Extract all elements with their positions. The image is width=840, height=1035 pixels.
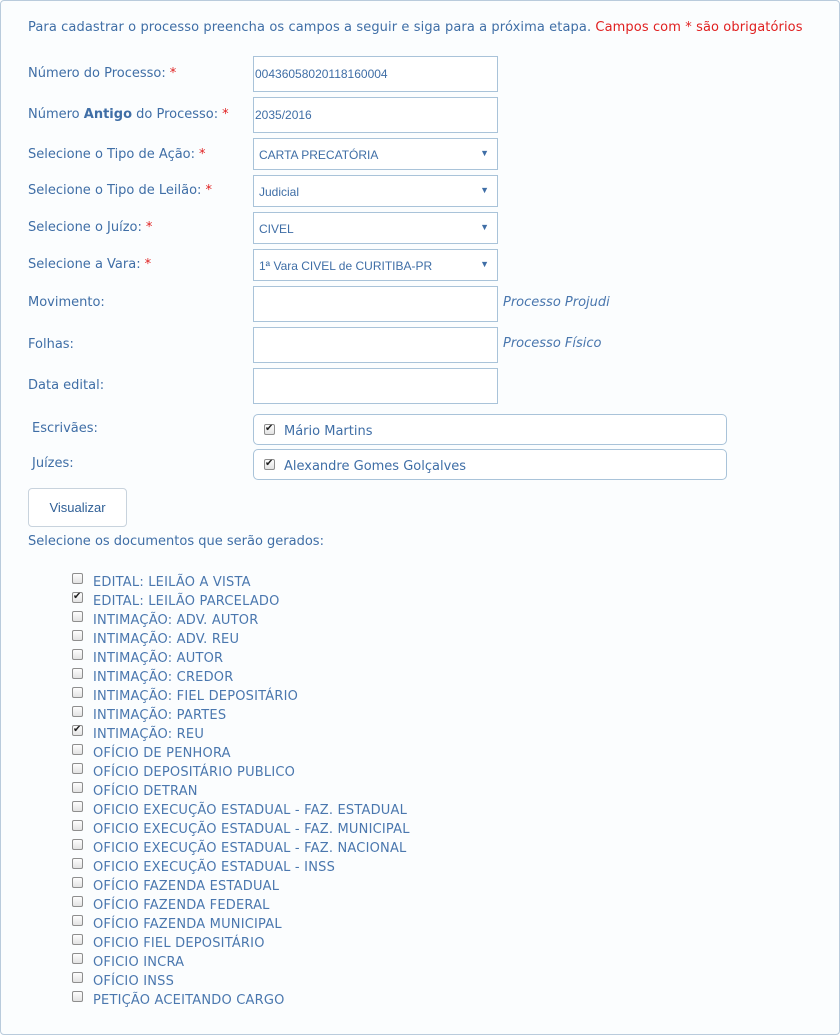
tipo-acao-label-text: Selecione o Tipo de Ação: bbox=[28, 147, 196, 162]
document-checkbox[interactable] bbox=[72, 592, 83, 603]
document-item[interactable] bbox=[72, 687, 410, 706]
document-label: OFÍCIO DEPOSITÁRIO PUBLICO bbox=[93, 765, 296, 780]
document-label: OFICIO EXECUÇÃO ESTADUAL - INSS bbox=[93, 860, 336, 875]
document-label: INTIMAÇÃO: FIEL DEPOSITÁRIO bbox=[93, 689, 299, 704]
chevron-down-icon: ▼ bbox=[480, 185, 489, 195]
visualizar-button[interactable]: Visualizar bbox=[28, 488, 127, 527]
required-star: * bbox=[145, 220, 153, 235]
tipo-leilao-label bbox=[28, 183, 212, 198]
document-checkbox[interactable] bbox=[72, 953, 83, 964]
document-checkbox[interactable] bbox=[72, 573, 83, 584]
chevron-down-icon: ▼ bbox=[480, 222, 489, 232]
document-label: OFÍCIO FAZENDA MUNICIPAL bbox=[93, 917, 282, 932]
tipo-leilao-selected: Judicial bbox=[259, 185, 300, 199]
document-item[interactable] bbox=[72, 915, 410, 934]
document-item[interactable] bbox=[72, 782, 410, 801]
documents-title: Selecione os documentos que serão gerados: bbox=[28, 534, 324, 549]
tipo-acao-label bbox=[28, 147, 206, 162]
numero-processo-label-text: Número do Processo: bbox=[28, 66, 166, 81]
escrivao-checkbox[interactable] bbox=[264, 424, 275, 435]
document-checkbox[interactable] bbox=[72, 763, 83, 774]
juizes-box bbox=[253, 449, 727, 480]
document-item[interactable] bbox=[72, 877, 410, 896]
document-label: OFICIO INCRA bbox=[93, 955, 185, 970]
juizes-label: Juízes: bbox=[32, 456, 74, 471]
movimento-input[interactable] bbox=[253, 286, 498, 322]
document-label: INTIMAÇÃO: ADV. AUTOR bbox=[93, 613, 259, 628]
document-label: INTIMAÇÃO: CREDOR bbox=[93, 670, 234, 685]
document-item[interactable] bbox=[72, 953, 410, 972]
document-label: OFÍCIO DETRAN bbox=[93, 784, 198, 799]
juizo-selected: CIVEL bbox=[259, 222, 294, 236]
numero-processo-value: 00436058020118160004 bbox=[255, 67, 388, 81]
intro-text bbox=[28, 20, 803, 35]
vara-label-text: Selecione a Vara: bbox=[28, 257, 141, 272]
required-note: Campos com * são obrigatórios bbox=[595, 20, 803, 35]
folhas-hint: Processo Físico bbox=[503, 336, 602, 351]
document-checkbox[interactable] bbox=[72, 687, 83, 698]
chevron-down-icon: ▼ bbox=[480, 259, 489, 269]
document-checkbox[interactable] bbox=[72, 858, 83, 869]
document-label: INTIMAÇÃO: PARTES bbox=[93, 708, 227, 723]
document-label: EDITAL: LEILÃO PARCELADO bbox=[93, 594, 280, 609]
juizo-label-text: Selecione o Juízo: bbox=[28, 220, 142, 235]
numero-processo-input[interactable] bbox=[253, 56, 498, 92]
tipo-leilao-label-text: Selecione o Tipo de Leilão: bbox=[28, 183, 202, 198]
vara-select[interactable] bbox=[253, 249, 498, 281]
required-star: * bbox=[144, 257, 152, 272]
vara-label bbox=[28, 257, 151, 272]
data-edital-input[interactable] bbox=[253, 368, 498, 404]
escrivaes-box bbox=[253, 414, 727, 445]
document-checkbox[interactable] bbox=[72, 877, 83, 888]
required-star: * bbox=[222, 107, 229, 122]
document-item[interactable] bbox=[72, 668, 410, 687]
document-item[interactable] bbox=[72, 611, 410, 630]
folhas-input[interactable] bbox=[253, 327, 498, 363]
escrivaes-label: Escrivães: bbox=[32, 421, 98, 436]
document-item[interactable] bbox=[72, 858, 410, 877]
juiz-name: Alexandre Gomes Golçalves bbox=[284, 459, 467, 474]
document-item[interactable] bbox=[72, 839, 410, 858]
numero-antigo-value: 2035/2016 bbox=[255, 108, 312, 122]
document-label: OFÍCIO FAZENDA ESTADUAL bbox=[93, 879, 280, 894]
juiz-checkbox[interactable] bbox=[264, 459, 275, 470]
numero-antigo-input[interactable] bbox=[253, 97, 498, 133]
vara-selected: 1ª Vara CIVEL de CURITIBA-PR bbox=[259, 259, 433, 273]
document-checkbox[interactable] bbox=[72, 801, 83, 812]
numero-antigo-label-after: do Processo: bbox=[136, 107, 219, 122]
document-checkbox[interactable] bbox=[72, 744, 83, 755]
folhas-label: Folhas: bbox=[28, 337, 74, 352]
document-item[interactable] bbox=[72, 592, 410, 611]
document-item[interactable] bbox=[72, 706, 410, 725]
document-checkbox[interactable] bbox=[72, 972, 83, 983]
document-checkbox[interactable] bbox=[72, 934, 83, 945]
document-item[interactable] bbox=[72, 991, 410, 1010]
numero-antigo-label bbox=[28, 107, 229, 122]
document-checkbox[interactable] bbox=[72, 915, 83, 926]
document-label: EDITAL: LEILÃO A VISTA bbox=[93, 575, 251, 590]
chevron-down-icon: ▼ bbox=[480, 148, 489, 158]
document-item[interactable] bbox=[72, 573, 410, 592]
document-checkbox[interactable] bbox=[72, 991, 83, 1002]
document-item[interactable] bbox=[72, 820, 410, 839]
document-checkbox[interactable] bbox=[72, 611, 83, 622]
document-checkbox[interactable] bbox=[72, 706, 83, 717]
document-checkbox[interactable] bbox=[72, 649, 83, 660]
document-item[interactable] bbox=[72, 801, 410, 820]
document-label: OFÍCIO FAZENDA FEDERAL bbox=[93, 898, 270, 913]
required-star: * bbox=[169, 66, 177, 81]
document-checkbox[interactable] bbox=[72, 725, 83, 736]
document-label: OFICIO EXECUÇÃO ESTADUAL - FAZ. MUNICIPAL bbox=[93, 822, 410, 837]
document-label: INTIMAÇÃO: ADV. REU bbox=[93, 632, 240, 647]
document-checkbox[interactable] bbox=[72, 668, 83, 679]
numero-antigo-label-bold: Antigo bbox=[83, 107, 133, 122]
intro-instructions: Para cadastrar o processo preencha os campos a seguir e siga para a próxima etapa. bbox=[28, 20, 592, 35]
document-label: OFÍCIO DE PENHORA bbox=[93, 746, 231, 761]
numero-processo-label bbox=[28, 66, 176, 81]
juizo-label bbox=[28, 220, 152, 235]
document-item[interactable] bbox=[72, 972, 410, 991]
document-item[interactable] bbox=[72, 649, 410, 668]
document-label: OFÍCIO INSS bbox=[93, 974, 175, 989]
document-checkbox[interactable] bbox=[72, 896, 83, 907]
escrivao-name: Mário Martins bbox=[284, 424, 373, 439]
tipo-acao-selected: CARTA PRECATÓRIA bbox=[259, 148, 379, 162]
document-item[interactable] bbox=[72, 896, 410, 915]
document-item[interactable] bbox=[72, 763, 410, 782]
document-item[interactable] bbox=[72, 934, 410, 953]
document-label: PETIÇÃO ACEITANDO CARGO bbox=[93, 993, 285, 1008]
documents-list bbox=[72, 573, 410, 1010]
tipo-acao-select[interactable] bbox=[253, 138, 498, 170]
document-label: OFICIO EXECUÇÃO ESTADUAL - FAZ. NACIONAL bbox=[93, 841, 407, 856]
document-checkbox[interactable] bbox=[72, 820, 83, 831]
required-star: * bbox=[199, 147, 206, 162]
document-label: OFICIO EXECUÇÃO ESTADUAL - FAZ. ESTADUAL bbox=[93, 803, 408, 818]
required-star: * bbox=[205, 183, 212, 198]
document-checkbox[interactable] bbox=[72, 630, 83, 641]
document-item[interactable] bbox=[72, 725, 410, 744]
data-edital-label: Data edital: bbox=[28, 378, 105, 393]
document-item[interactable] bbox=[72, 744, 410, 763]
document-label: INTIMAÇÃO: AUTOR bbox=[93, 651, 224, 666]
document-label: OFICIO FIEL DEPOSITÁRIO bbox=[93, 936, 265, 951]
movimento-label: Movimento: bbox=[28, 295, 105, 310]
movimento-hint: Processo Projudi bbox=[503, 295, 610, 310]
document-checkbox[interactable] bbox=[72, 839, 83, 850]
tipo-leilao-select[interactable] bbox=[253, 175, 498, 207]
numero-antigo-label-before: Número bbox=[28, 107, 80, 122]
document-label: INTIMAÇÃO: REU bbox=[93, 727, 205, 742]
juizo-select[interactable] bbox=[253, 212, 498, 244]
document-checkbox[interactable] bbox=[72, 782, 83, 793]
document-item[interactable] bbox=[72, 630, 410, 649]
